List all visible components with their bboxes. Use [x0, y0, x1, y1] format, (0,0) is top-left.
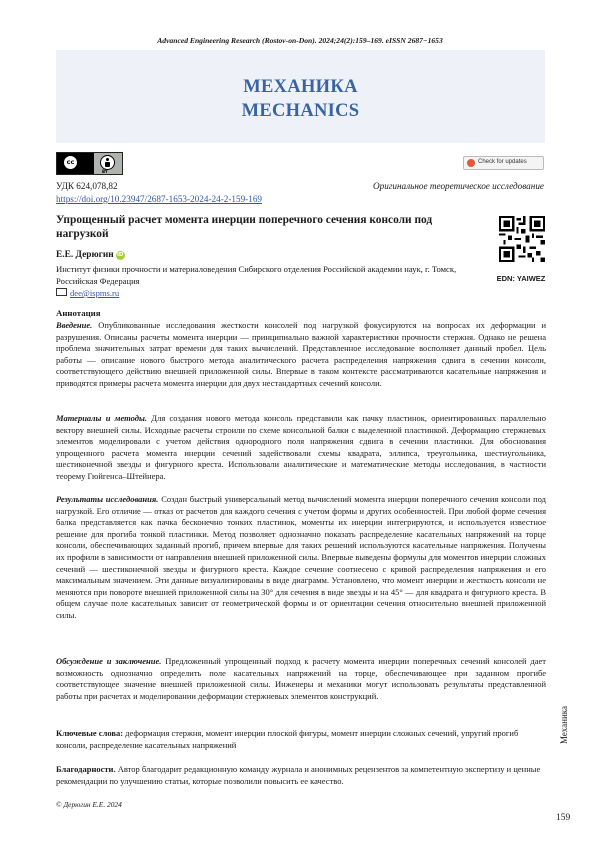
- article-type: Оригинальное теоретическое исследование: [373, 181, 544, 191]
- abstract-discussion: Обсуждение и заключение. Предложенный упрощенный подход к расчету момента инерции поперечных сечений консолей дает возможность однозначно определить поле касательных напряжений на торце, обеспечивающее при заданном прогибе соответствующее значение внешней приложенной силы. Инженеры и механики могут использовать результаты представленной работы при расчетах и моделировании деформации стержневых элементов конструкций.: [56, 656, 546, 701]
- cc-by-license-badge[interactable]: [56, 152, 123, 175]
- section-title-en: MECHANICS: [241, 101, 360, 121]
- crossmark-icon: [467, 159, 475, 167]
- journal-header: Advanced Engineering Research (Rostov-on-Don). 2024;24(2):159–169. eISSN 2687−1653: [157, 36, 443, 45]
- section-banner: [56, 50, 545, 143]
- attribution-icon: [100, 155, 115, 170]
- by-label: BY: [102, 169, 108, 174]
- udk-code: УДК 624,078,82: [56, 181, 118, 191]
- envelope-icon: [56, 288, 67, 296]
- check-for-updates-button[interactable]: [463, 156, 544, 170]
- orcid-icon[interactable]: iD: [116, 252, 124, 258]
- abstract-intro: Введение. Опубликованные исследования жесткости консолей под нагрузкой фокусируются на вопросах их деформации и разрушения. Описаны расчеты момента инерции — принципиально важной характеристики прочности стержня. Однако не решена проблема значительных затрат времени для таких вычислений. Представленное исследование восполняет данный пробел. Цель работы — описание нового быстрого метода аналитического расчета распределения напряжения сдвига в сечении консоли, соответствующего действию внешней приложенной силы. Впервые в таком контексте рассматриваются касательные напряжения и приводятся примеры расчета момента инерции для двух нестандартных сечений консоли.: [56, 320, 547, 388]
- keywords: Ключевые слова: деформация стержня, момент инерции плоской фигуры, момент инерции сложных сечений, упругий прогиб консоли, распределение касательных напряжений: [56, 728, 519, 750]
- abstract-results: Результаты исследования. Создан быстрый универсальный метод вычислений момента инерции поперечного сечения консоли под нагрузкой. Его отличие — отказ от расчетов для каждого сечения с учетом формы и других особенностей. При любой форме сечения балка представляется как пачка бесконечно тонких пластинок, моменты их инерции интегрируются, и используется известное решение для прогиба тонкой пластинки. Метод позволяет однозначно показать распределение касательных напряжений на торце консоли, обеспечивающих заданный прогиб, причем впервые для таких решений используются касательные напряжения. Получены их профили в зависимости от направления внешней приложенной силы. Впервые выведены формулы для моментов инерции сложных сечений — шестиконечной звезды и фигурного креста. Каждое сечение соотнесено с кривой распределения напряжения и его максимальным значением. Эти данные визуализированы в виде диаграмм. Установлено, что момент инерции и жесткость консоли не меняются при повороте внешней приложенной силы на 30° для сечения в виде звезды и на 45° — для квадрата и фигурного креста. В общем случае поле касательных зависит от геометрической формы и от ориентации сечения относительно внешней приложенной силы.: [56, 494, 546, 620]
- section-title-ru: МЕХАНИКА: [243, 77, 358, 97]
- author-name: Е.Е. Дерюгин iD: [56, 250, 124, 260]
- copyright-notice: © Дерюгин Е.Е. 2024: [56, 800, 122, 809]
- abstract-methods: Материалы и методы. Для создания нового метода консоль представили как пачку пластинок, ориентированных параллельно вектору внешней силы. Исходные расчеты строили по схеме консольной балки с выделенной пластинкой. Деформацию стержневых элементов моделировали с учетом действия однородного поля напряжения сдвига в сечении пластинки. Для обоснования упрощенного расчета момента инерции сечений задействовали схемы квадрата, эллипса, треугольника, шестиугольника, шестиконечной звезды и фигурного креста. Использовали аналитические и математические методы исследования, в частности теорему Гюйгенса–Штейнера.: [56, 413, 546, 481]
- edn-code: EDN: YAIWEZ: [496, 274, 546, 283]
- abstract-heading: Аннотация: [56, 308, 101, 318]
- cc-icon: cc: [63, 155, 78, 170]
- author-email: [56, 288, 119, 298]
- qr-code-icon: [499, 216, 545, 262]
- acknowledgements: Благодарности. Автор благодарит редакционную команду журнала и анонимных рецензентов за компетентную экспертизу и ценные рекомендации по улучшению статьи, которые позволили повысить ее качество.: [56, 764, 541, 786]
- email-link[interactable]: dee@ispms.ru: [70, 288, 120, 298]
- author-affiliation: Институт физики прочности и материаловедения Сибирского отделения Российской академии наук, г. Томск, Российская Федерация: [56, 264, 457, 286]
- check-for-updates-label: Check for updates: [478, 159, 527, 165]
- page-number: 159: [556, 813, 571, 823]
- article-title: Упрощенный расчет момента инерции поперечного сечения консоли под нагрузкой: [56, 214, 433, 240]
- doi-link[interactable]: https://doi.org/10.23947/2687-1653-2024-24-2-159-169: [56, 194, 263, 204]
